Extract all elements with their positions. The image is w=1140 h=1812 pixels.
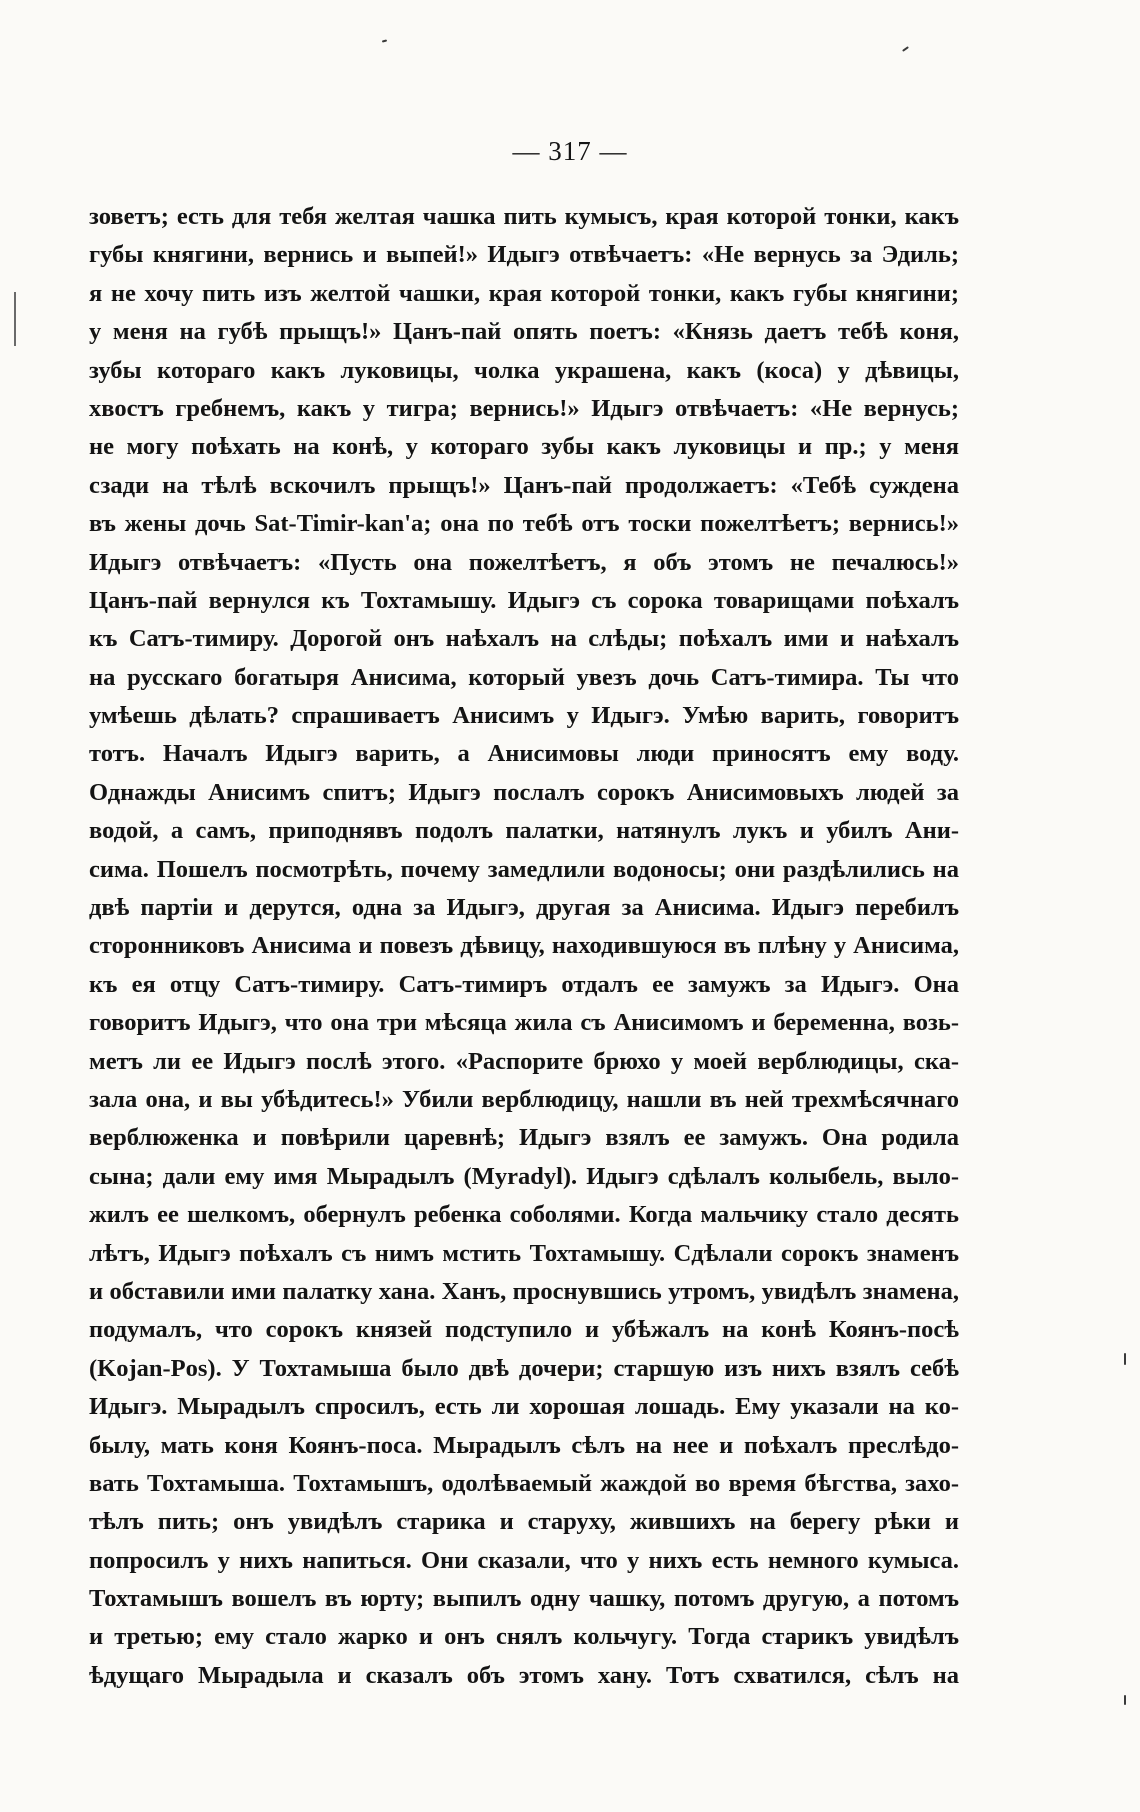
ink-speck [1124, 1695, 1126, 1705]
text-line: къ ея отцу Сатъ-тимиру. Сатъ-тимиръ отдалъ ее замужъ за Идыгэ. Она [89, 970, 959, 998]
text-line: зала она, и вы убѣдитесь!» Убили верблюдицу, нашли въ ней трехмѣсячнаго [89, 1085, 959, 1113]
text-line: на русскаго богатыря Анисима, который увезъ дочь Сатъ-тимира. Ты что [89, 663, 959, 691]
text-line: говоритъ Идыгэ, что она три мѣсяца жила съ Анисимомъ и беременна, возь- [89, 1009, 959, 1037]
text-line: сима. Пошелъ посмотрѣть, почему замедлили водоносы; они раздѣлились на [89, 855, 959, 883]
body-text [89, 198, 959, 1695]
text-line: у меня на губѣ прыщъ!» Цанъ-пай опять поетъ: «Князь даетъ тебѣ коня, [89, 318, 959, 346]
text-line: жилъ ее шелкомъ, обернулъ ребенка соболями. Когда мальчику стало десять [89, 1201, 959, 1229]
text-line: тѣлъ пить; онъ увидѣлъ старика и старуху, жившихъ на берегу рѣки и [89, 1508, 959, 1536]
text-line: тотъ. Началъ Идыгэ варить, а Анисимовы люди приносятъ ему воду. [89, 740, 959, 768]
text-line: верблюженка и повѣрили царевнѣ; Идыгэ взялъ ее замужъ. Она родила [89, 1124, 959, 1152]
text-line: вать Тохтамыша. Тохтамышъ, одолѣваемый жаждой во время бѣгства, захо- [89, 1469, 959, 1497]
text-line: Идыгэ отвѣчаетъ: «Пусть она пожелтѣетъ, я объ этомъ не печалюсь!» [89, 548, 959, 576]
text-line: Тохтамышъ вошелъ въ юрту; выпилъ одну чашку, потомъ другую, а потомъ [89, 1585, 959, 1613]
text-line: былу, мать коня Коянъ-поса. Мырадылъ сѣлъ на нее и поѣхалъ преслѣдо- [89, 1431, 959, 1459]
text-line: зубы котораго какъ луковицы, чолка украшена, какъ (коса) у дѣвицы, [89, 356, 959, 384]
ink-speck [902, 46, 909, 52]
text-line: Цанъ-пай вернулся къ Тохтамышу. Идыгэ съ сорока товарищами поѣхалъ [89, 586, 959, 614]
text-line: сзади на тѣлѣ вскочилъ прыщъ!» Цанъ-пай продолжаетъ: «Тебѣ суждена [89, 471, 959, 499]
text-line: и обставили ими палатку хана. Ханъ, проснувшись утромъ, увидѣлъ знамена, [89, 1277, 959, 1305]
text-line: сына; дали ему имя Мырадылъ (Myradyl). Идыгэ сдѣлалъ колыбель, выло- [89, 1162, 959, 1190]
text-line: Идыгэ. Мырадылъ спросилъ, есть ли хорошая лошадь. Ему указали на ко- [89, 1393, 959, 1421]
text-line: не могу поѣхать на конѣ, у котораго зубы какъ луковицы и пр.; у меня [89, 433, 959, 461]
text-line: умѣешь дѣлать? спрашиваетъ Анисимъ у Идыгэ. Умѣю варить, говоритъ [89, 702, 959, 730]
text-line: хвостъ гребнемъ, какъ у тигра; вернись!» Идыгэ отвѣчаетъ: «Не вернусь; [89, 394, 959, 422]
page-number: — 317 — [512, 136, 628, 166]
text-line: въ жены дочь Sat-Timir-kan'a; она по тебѣ отъ тоски пожелтѣетъ; вернись!» [89, 510, 959, 538]
ink-speck [1124, 1353, 1126, 1365]
text-line: губы княгини, вернись и выпей!» Идыгэ отвѣчаетъ: «Не вернусь за Эдиль; [89, 241, 959, 269]
text-line: метъ ли ее Идыгэ послѣ этого. «Распорите брюхо у моей верблюдицы, ска- [89, 1047, 959, 1075]
ink-speck [382, 39, 387, 42]
text-line: лѣтъ, Идыгэ поѣхалъ съ нимъ мстить Тохтамышу. Сдѣлали сорокъ знаменъ [89, 1239, 959, 1267]
text-line: Однажды Анисимъ спитъ; Идыгэ послалъ сорокъ Анисимовыхъ людей за [89, 778, 959, 806]
text-line: къ Сатъ-тимиру. Дорогой онъ наѣхалъ на слѣды; поѣхалъ ими и наѣхалъ [89, 625, 959, 653]
text-line: и третью; ему стало жарко и онъ снялъ кольчугу. Тогда старикъ увидѣлъ [89, 1623, 959, 1651]
margin-line-mark [14, 292, 16, 346]
text-line: (Kojan-Pos). У Тохтамыша было двѣ дочери; старшую изъ нихъ взялъ себѣ [89, 1354, 959, 1382]
text-line: попросилъ у нихъ напиться. Они сказали, что у нихъ есть немного кумыса. [89, 1546, 959, 1574]
text-line: водой, а самъ, приподнявъ подолъ палатки, натянулъ лукъ и убилъ Ани- [89, 817, 959, 845]
text-line: подумалъ, что сорокъ князей подступило и убѣжалъ на конѣ Коянъ-посѣ [89, 1316, 959, 1344]
text-line: двѣ партіи и дерутся, одна за Идыгэ, другая за Анисима. Идыгэ перебилъ [89, 894, 959, 922]
text-line: ѣдущаго Мырадыла и сказалъ объ этомъ хану. Тотъ схватился, сѣлъ на [89, 1661, 959, 1689]
text-line: я не хочу пить изъ желтой чашки, края которой тонки, какъ губы княгини; [89, 279, 959, 307]
text-line: зоветъ; есть для тебя желтая чашка пить кумысъ, края которой тонки, какъ [89, 203, 959, 230]
text-line: сторонниковъ Анисима и повезъ дѣвицу, находившуюся въ плѣну у Анисима, [89, 932, 959, 960]
